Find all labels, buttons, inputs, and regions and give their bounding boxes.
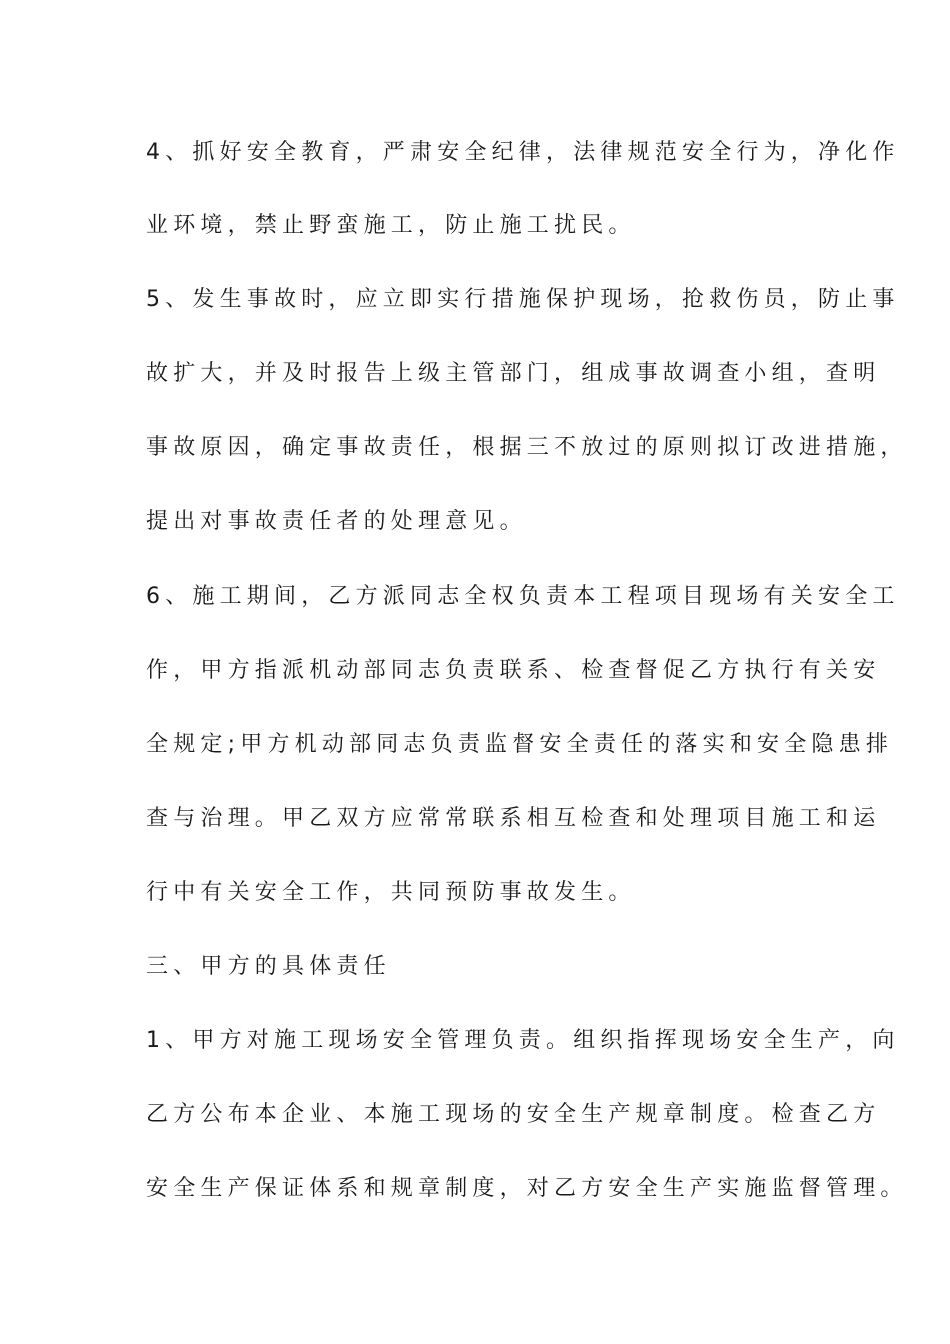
text-line: 4、抓好安全教育，严肃安全纪律，法律规范安全行为，净化作 <box>146 140 900 165</box>
text-line: 提出对事故责任者的处理意见。 <box>146 509 527 534</box>
text-line: 故扩大，并及时报告上级主管部门，组成事故调查小组，查明 <box>146 361 881 386</box>
text-line: 安全生产保证体系和规章制度，对乙方安全生产实施监督管理。 <box>146 1176 908 1201</box>
text-line: 全规定;甲方机动部同志负责监督安全责任的落实和安全隐患排 <box>146 732 894 757</box>
text-line: 业环境，禁止野蛮施工，防止施工扰民。 <box>146 213 636 238</box>
text-line: 6、施工期间，乙方派同志全权负责本工程项目现场有关安全工 <box>146 584 900 609</box>
text-line: 作，甲方指派机动部同志负责联系、检查督促乙方执行有关安 <box>146 658 881 683</box>
text-line: 5、发生事故时，应立即实行措施保护现场，抢救伤员，防止事 <box>146 287 900 312</box>
text-line: 查与治理。甲乙双方应常常联系相互检查和处理项目施工和运 <box>146 806 881 831</box>
text-line: 乙方公布本企业、本施工现场的安全生产规章制度。检查乙方 <box>146 1102 881 1127</box>
text-line: 1、甲方对施工现场安全管理负责。组织指挥现场安全生产，向 <box>146 1028 900 1053</box>
text-line: 行中有关安全工作，共同预防事故发生。 <box>146 880 636 905</box>
text-line: 事故原因，确定事故责任，根据三不放过的原则拟订改进措施， <box>146 435 908 460</box>
section-heading: 三、甲方的具体责任 <box>146 954 391 979</box>
